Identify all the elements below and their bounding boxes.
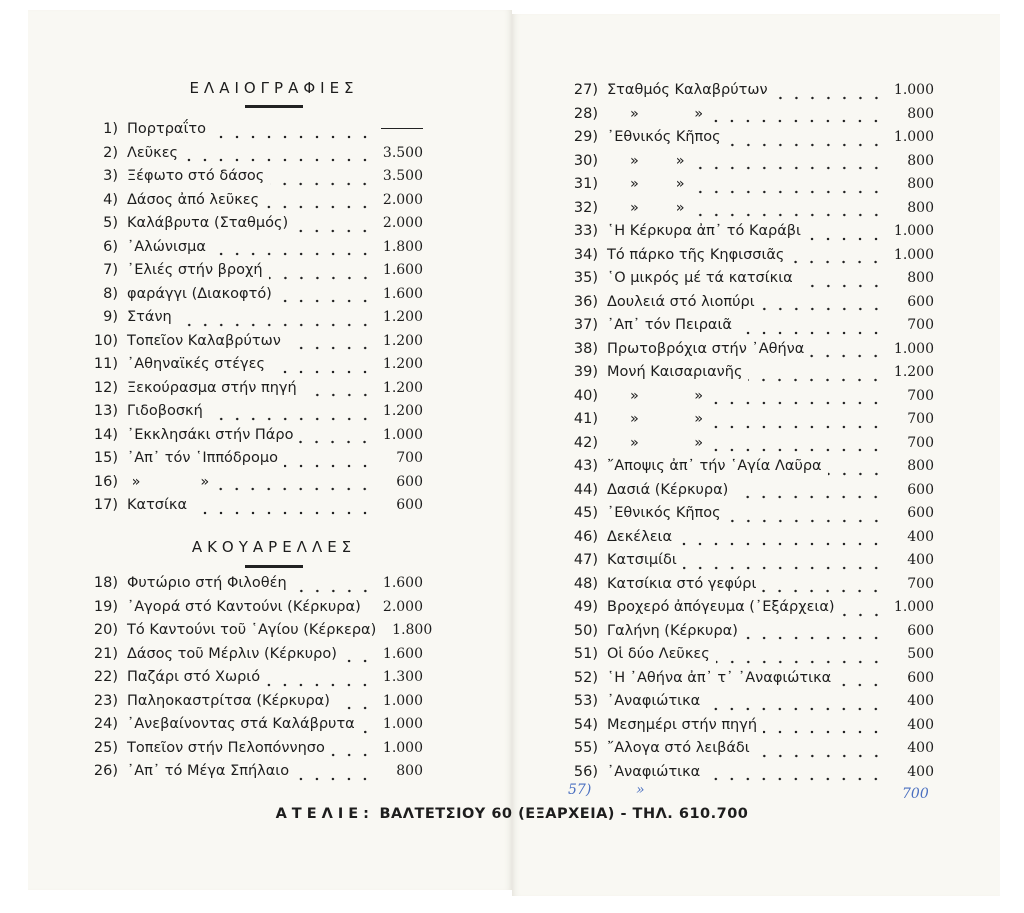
list-item [78,427,423,451]
item-price: 1.000 [382,716,423,732]
item-number: 40) [573,387,598,404]
list-item [558,717,934,741]
item-title: Δεκέλεια [607,528,673,545]
item-price: 700 [396,450,423,466]
item-title: Γαλήνη (Κέρκυρα) [607,622,738,639]
list-item [558,740,934,764]
item-title: Ξέφωτο στό δάσος [127,168,265,184]
item-price: 800 [907,176,934,192]
item-number: 26) [93,763,118,779]
item-title: ᾿Αγορά στό Καντούνι (Κέρκυρα) [127,598,361,615]
list-item [78,121,423,145]
no-price-dash [381,128,423,129]
list-item [558,670,934,694]
list-item [78,622,433,646]
list-item [78,474,423,498]
item-number: 30) [573,152,598,169]
dot-leader [763,730,884,734]
item-price: 400 [907,716,934,733]
dot-leader [271,370,373,374]
list-item [558,693,934,717]
item-price: 600 [396,497,423,513]
list-item [558,576,934,600]
item-price [379,121,423,137]
item-number: 22) [93,669,118,685]
list-item [558,106,934,130]
list-item [558,764,934,788]
item-number: 24) [93,716,118,732]
list-item [558,153,934,177]
item-price: 1.300 [382,669,423,685]
dot-leader [293,589,373,593]
list-item [558,458,934,482]
list-item [558,552,934,576]
dot-leader [756,754,884,758]
item-number: 27) [573,82,598,98]
handwritten-number: 57) [568,782,592,798]
item-title: ᾿Ανεβαίνοντας στά Καλάβρυτα [127,716,355,732]
list-item [558,623,934,647]
list-item [78,356,423,380]
item-title: Δασιά (Κέρκυρα) [607,481,729,498]
item-number: 6) [103,238,118,255]
item-title: ᾿Απ᾿ τόν ῾Ιππόδρομο [127,450,278,466]
item-title: ῾Η ᾿Αθήνα ἀπ᾿ τ᾿ ᾿Αναφιώτικα [607,669,832,686]
item-price: 800 [907,199,934,216]
list-item [558,294,934,318]
item-title: ῎Αλογα στό λειβάδι [607,740,750,756]
list-item [558,435,934,459]
item-title: » » [607,411,704,427]
dot-leader [706,707,884,711]
item-price: 1.600 [382,262,423,278]
dot-leader [828,472,884,476]
dot-leader [748,378,884,382]
item-number: 49) [573,599,598,615]
item-number: 10) [93,332,118,349]
item-number: 28) [573,105,598,122]
item-number: 33) [573,223,598,239]
studio-address-footer [0,806,1024,822]
list-item [78,239,423,263]
item-price: 1.200 [382,356,423,372]
item-number: 55) [573,740,598,756]
dot-leader [295,777,373,781]
item-title: Λεῦκες [127,144,179,161]
item-price: 800 [907,105,934,122]
item-number: 53) [573,693,598,709]
dot-leader [709,119,884,123]
item-price: 1.000 [893,246,934,263]
dot-leader [841,613,884,617]
item-number: 3) [103,168,118,184]
list-item [78,599,423,623]
dot-leader [744,636,884,640]
dot-leader [727,519,884,523]
item-title: Παζάρι στό Χωριό [127,669,261,685]
item-title: Γιδοβοσκή [127,403,203,419]
item-number: 16) [93,473,118,490]
item-title: Τοπεῖον Καλαβρύτων [127,332,281,349]
item-number: 39) [573,364,598,380]
oil-paintings-list [78,121,423,521]
item-price: 700 [907,575,934,592]
item-number: 17) [93,497,118,513]
list-item [78,669,423,693]
dot-leader [209,417,373,421]
item-title: ῾Η Κέρκυρα ἀπ᾿ τό Καράβι [607,223,801,239]
list-item [78,333,423,357]
item-title: » » [607,176,685,192]
item-number: 52) [573,669,598,686]
item-title: Μεσημέρι στήν πηγή [607,716,758,733]
item-title: ᾿Απ᾿ τό Μέγα Σπήλαιο [127,763,290,779]
dot-leader [265,205,373,209]
item-price: 700 [907,434,934,451]
item-price: 600 [907,505,934,521]
item-number: 1) [103,121,118,137]
item-number: 5) [103,215,118,231]
list-item [558,364,934,388]
item-price: 1.600 [382,645,423,662]
item-price: 500 [907,646,934,662]
item-number: 25) [93,739,118,756]
item-title: Δάσος ἀπό λεῦκες [127,191,260,208]
dot-leader [212,135,373,139]
dot-leader [738,331,884,335]
item-price: 1.600 [382,285,423,302]
item-price: 1.000 [893,223,934,239]
item-number: 20) [93,622,118,638]
list-item [558,200,934,224]
item-title: Πρωτοβρόχια στήν ᾿Αθήνα [607,340,805,357]
dot-leader [683,566,884,570]
item-title: ῎Αποψις ἀπ᾿ τήν ῾Αγία Λαῦρα [607,458,822,474]
list-item [78,763,423,787]
list-item [78,575,423,599]
item-price: 700 [907,317,934,333]
item-title: ᾿Απ᾿ τόν Πειραιᾶ [607,317,732,333]
list-item [78,497,423,521]
item-number: 19) [93,598,118,615]
paintings-list-continued [558,82,934,787]
item-title: ᾿Εθνικός Κῆπος [607,505,721,521]
dot-leader [215,487,373,491]
item-title: » » [607,105,704,122]
dot-leader [294,229,373,233]
item-title: Δάσος τοῦ Μέρλιν (Κέρκυρο) [127,645,337,662]
list-item [78,215,423,239]
item-price: 1.200 [382,403,423,419]
item-title: » » [127,473,210,490]
dot-leader [270,182,373,186]
dot-leader [706,777,884,781]
dot-leader [331,753,373,757]
list-item [558,129,934,153]
item-title: ᾿Αθηναϊκές στέγες [127,356,265,372]
dot-leader [299,440,373,444]
item-number: 50) [573,622,598,639]
item-number: 46) [573,528,598,545]
item-price: 2.000 [382,191,423,208]
item-number: 32) [573,199,598,216]
list-item [78,262,423,286]
item-price: 700 [907,387,934,404]
dot-leader [691,213,884,217]
dot-leader [193,511,373,515]
dot-leader [810,354,884,358]
item-number: 56) [573,763,598,780]
dot-leader [727,143,884,147]
item-price: 1.000 [893,599,934,615]
item-price: 1.000 [382,426,423,443]
item-number: 47) [573,552,598,568]
heading-underline [245,565,303,568]
item-title: ᾿Ελιές στήν βροχή [127,262,263,278]
item-price: 1.800 [392,622,433,638]
item-number: 31) [573,176,598,192]
oils-heading: ΕΛΑΙΟΓΡΑΦΙΕΣ [189,79,359,97]
item-price: 3.500 [382,168,423,184]
item-title: Κατσίκια στό γεφύρι [607,575,757,592]
list-item [558,482,934,506]
item-price: 1.800 [382,238,423,255]
item-price: 700 [907,411,934,427]
item-price: 1.200 [382,332,423,349]
item-price: 400 [907,740,934,756]
dot-leader [716,660,884,664]
item-price: 800 [396,763,423,779]
item-number: 38) [573,340,598,357]
list-item [78,450,423,474]
item-number: 8) [103,285,118,302]
dot-leader [278,299,373,303]
item-title: ᾿Εκκλησάκι στήν Πάρο [127,426,294,443]
item-title: Μονή Καισαριανῆς [607,364,743,380]
item-title: » » [607,434,704,451]
item-number: 14) [93,426,118,443]
item-title: Κατσίκα [127,497,187,513]
item-title: Οἱ δύο Λεῦκες [607,646,710,662]
item-title: Παληοκαστρίτσα (Κέρκυρα) [127,692,330,709]
dot-leader [184,158,373,162]
item-number: 54) [573,716,598,733]
item-title: ῾Ο μικρός μέ τά κατσίκια [607,270,793,286]
dot-leader [178,323,373,327]
item-number: 41) [573,411,598,427]
item-title: Φυτώριο στή Φιλοθέη [127,575,287,591]
footer-label: ΑΤΕΛΙΕ: [275,806,374,822]
list-item [78,716,423,740]
item-price: 2.000 [382,215,423,231]
dot-leader [790,260,884,264]
handwritten-ditto: » [636,782,645,798]
dot-leader [343,659,373,663]
item-price: 800 [907,152,934,169]
item-number: 9) [103,309,118,325]
list-item [558,388,934,412]
list-item [558,223,934,247]
list-item [78,380,423,404]
item-number: 11) [93,356,118,372]
item-number: 18) [93,575,118,591]
dot-leader [709,425,884,429]
item-title: Πορτραΐτο [127,121,206,137]
item-number: 29) [573,129,598,145]
item-title: » » [607,387,704,404]
item-price: 1.600 [382,575,423,591]
item-number: 34) [573,246,598,263]
item-number: 43) [573,458,598,474]
item-title: ᾿Εθνικός Κῆπος [607,129,721,145]
item-price: 400 [907,528,934,545]
list-item [78,740,423,764]
list-item [78,646,423,670]
item-number: 13) [93,403,118,419]
list-item [78,168,423,192]
dot-leader [266,683,373,687]
dot-leader [691,190,884,194]
dot-leader [367,612,373,616]
list-item [78,403,423,427]
item-price: 1.000 [893,82,934,98]
item-number: 36) [573,293,598,310]
dot-leader [287,346,373,350]
handwritten-price: 700 [902,786,929,802]
list-item [78,309,423,333]
list-item [558,270,934,294]
item-price: 1.000 [893,129,934,145]
item-title: Βροχερό ἀπόγευμα (᾿Εξάρχεια) [607,599,835,615]
item-number: 21) [93,645,118,662]
item-number: 35) [573,270,598,286]
heading-underline [245,105,303,108]
item-number: 4) [103,191,118,208]
watercolours-list [78,575,433,787]
dot-leader [709,401,884,405]
item-title: Ξεκούρασμα στήν πηγή [127,379,297,396]
item-title: ᾿Αλώνισμα [127,238,206,255]
dot-leader [807,237,884,241]
watercolours-heading: ΑΚΟΥΑΡΕΛΛΕΣ [191,538,357,556]
item-title: » » [607,199,685,216]
item-price: 3.500 [382,144,423,161]
item-price: 600 [907,293,934,310]
list-item [78,693,423,717]
item-title: Δουλειά στό λιοπύρι [607,293,755,310]
item-number: 42) [573,434,598,451]
item-price: 400 [907,763,934,780]
item-number: 7) [103,262,118,278]
dot-leader [336,706,373,710]
item-price: 600 [907,481,934,498]
item-price: 1.000 [382,692,423,709]
list-item [558,176,934,200]
dot-leader [678,542,884,546]
item-number: 51) [573,646,598,662]
item-title: Σταθμός Καλαβρύτων [607,82,768,98]
item-price: 600 [907,669,934,686]
item-price: 1.000 [382,739,423,756]
item-number: 2) [103,144,118,161]
list-item [558,247,934,271]
list-item [558,599,934,623]
item-number: 23) [93,692,118,709]
item-title: Τό πάρκο τῆς Κηφισσιᾶς [607,246,785,263]
item-price: 1.200 [382,379,423,396]
dot-leader [774,96,884,100]
item-price: 400 [907,693,934,709]
item-price: 400 [907,552,934,568]
footer-address: ΒΑΛΤΕΤΣΙΟΥ 60 (ΕΞΑΡΧΕΙΑ) - ΤΗΛ. 610.700 [379,806,749,822]
item-number: 37) [573,317,598,333]
item-price: 800 [907,270,934,286]
item-price: 1.000 [893,340,934,357]
item-price: 1.200 [893,364,934,380]
item-price: 2.000 [382,598,423,615]
item-title: Στάνη [127,309,172,325]
item-price: 800 [907,458,934,474]
item-title: Καλάβρυτα (Σταθμός) [127,215,289,231]
item-number: 12) [93,379,118,396]
item-price: 1.200 [382,309,423,325]
dot-leader [269,276,373,280]
list-item [78,192,423,216]
list-item [558,411,934,435]
item-number: 15) [93,450,118,466]
item-title: ᾿Αναφιώτικα [607,693,701,709]
item-number: 48) [573,575,598,592]
dot-leader [762,589,884,593]
list-item [78,286,423,310]
list-item [558,341,934,365]
item-title: φαράγγι (Διακοφτό) [127,285,272,302]
dot-leader [709,448,884,452]
item-price: 600 [907,622,934,639]
dot-leader [837,683,884,687]
item-title: » » [607,152,685,169]
list-item [558,646,934,670]
list-item [558,529,934,553]
item-number: 45) [573,505,598,521]
dot-leader [734,495,884,499]
dot-leader [212,252,373,256]
list-item [558,505,934,529]
item-title: Κατσιμίδι [607,552,677,568]
dot-leader [303,393,373,397]
item-title: Τοπεῖον στήν Πελοπόννησο [127,739,325,756]
dot-leader [361,730,373,734]
item-price: 600 [396,473,423,490]
dot-leader [284,464,373,468]
list-item [558,82,934,106]
item-number: 44) [573,481,598,498]
item-title: ᾿Αναφιώτικα [607,763,701,780]
dot-leader [761,307,884,311]
dot-leader [799,284,884,288]
item-title: Τό Καντούνι τοῦ ῾Αγίου (Κέρκερα) [127,622,377,638]
list-item [78,145,423,169]
list-item [558,317,934,341]
dot-leader [691,166,884,170]
